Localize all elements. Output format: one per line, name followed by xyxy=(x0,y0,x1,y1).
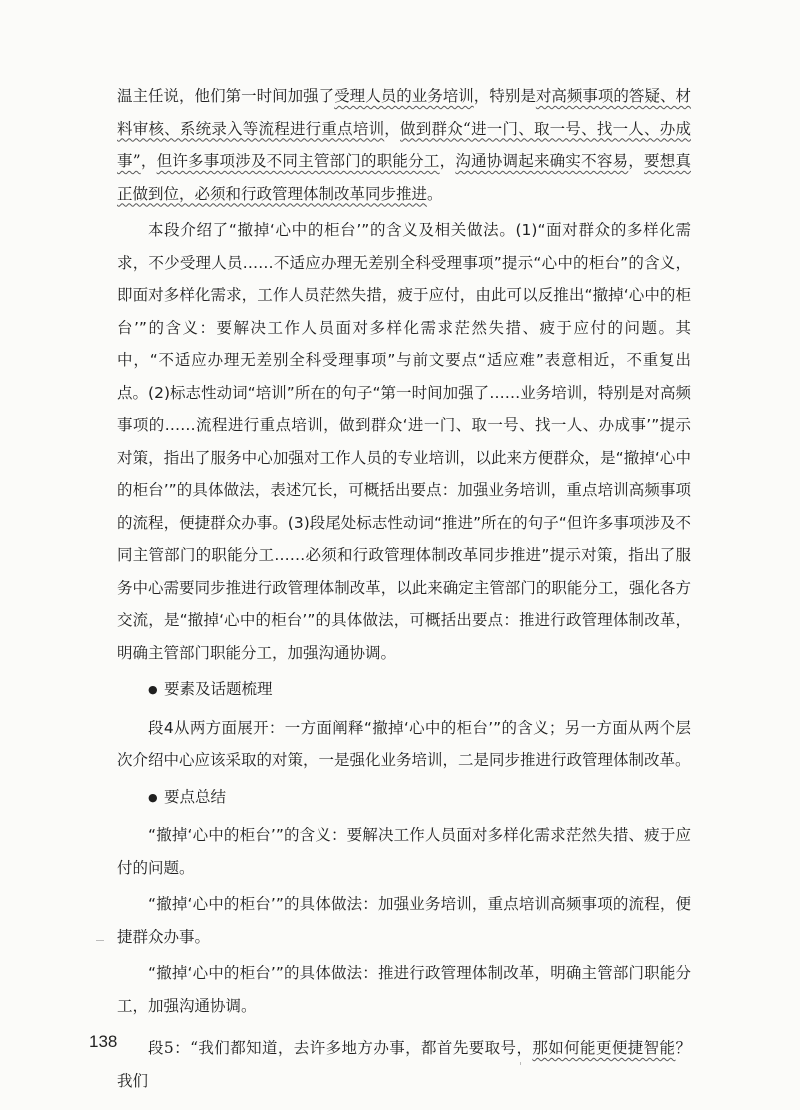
text-segment: ，特别是 xyxy=(473,87,536,105)
page-content xyxy=(117,80,691,1097)
quoted-paragraph xyxy=(117,80,691,210)
scan-mark xyxy=(520,1062,521,1065)
text-segment: ， xyxy=(384,119,401,138)
summary-point-1: “撤掉‘心中的柜台’”的含义：要解决工作人员面对多样化需求茫然失措、疲于应付的问题。 xyxy=(117,826,691,877)
text-segment: 。 xyxy=(427,184,443,203)
wavy-underlined-phrase: 但许多事项涉及不同主管部门的职能分工 xyxy=(156,152,440,170)
analysis-paragraph: 本段介绍了“撤掉‘心中的柜台’”的含义及相关做法。(1)“面对群众的多样化需求，不少受理人员……不适应办理无差别全科受理事项”提示“心中的柜台”的含义，即面对多样化需求，工作人员茫然失措，疲于应付，由此可以反推出“撤掉‘心中的柜台’”的含义：要解决工作人员面对多样化需求茫然失措、疲于应付的问题。其中，“不适应办理无差别全科受理事项”与前文要点“适应难”表意相近，不重复出点。(2)标志性动词“培训”所在的句子“第一时间加强了……业务培训，特别是对高频事项的……流程进行重点培训，做到群众‘进一门、取一号、找一人、办成事’”提示对策，指出了服务中心加强对工作人员的专业培训，以此来方便群众，是“撤掉‘心中的柜台’”的具体做法，表述冗长，可概括出要点：加强业务培训，重点培训高频事项的流程，便捷群众办事。(3)段尾处标志性动词“推进”所在的句子“但许多事项涉及不同主管部门的职能分工……必须和行政管理体制改革同步推进”提示对策，指出了服务中心需要同步推进行政管理体制改革，以此来确定主管部门的职能分工，强化各方交流，是“撤掉‘心中的柜台’”的具体做法，可概括出要点：推进行政管理体制改革，明确主管部门职能分工，加强沟通协调。 xyxy=(117,221,691,662)
heading-text: 要点总结 xyxy=(164,787,227,806)
wavy-underlined-phrase: 那如何能更便捷智能 xyxy=(532,1039,676,1057)
wavy-underlined-phrase: 做到群众“进一门、取一号、找一人、办成事” xyxy=(117,119,691,170)
section-heading-summary xyxy=(117,781,691,816)
summary-point-2: “撤掉‘心中的柜台’”的具体做法：加强业务培训，重点培训高频事项的流程，便捷群众办事。 xyxy=(117,895,691,946)
text-segment: ？我们 xyxy=(117,1039,691,1090)
wavy-underlined-phrase: 对高频事项的答疑、材料审核、系统录入等流程进行重点培训 xyxy=(117,87,691,138)
text-segment: 段5：“我们都知道，去许多地方办事，都首先要取号， xyxy=(148,1039,533,1057)
summary-point-3: “撤掉‘心中的柜台’”的具体做法：推进行政管理体制改革，明确主管部门职能分工，加强沟通协调。 xyxy=(117,964,691,1015)
scan-mark xyxy=(96,940,104,941)
page-number: 138 xyxy=(89,1032,118,1051)
bullet-icon: ● xyxy=(148,683,158,696)
bullet-icon: ● xyxy=(148,790,158,804)
wavy-underlined-phrase: 受理人员的业务培训 xyxy=(334,87,474,105)
text-segment: ， xyxy=(439,152,456,170)
text-segment: ， xyxy=(628,152,645,170)
wavy-underlined-phrase: 沟通协调起来确实不容易 xyxy=(455,152,629,170)
heading-text: 要素及话题梳理 xyxy=(164,680,273,698)
section-heading-elements xyxy=(117,673,691,708)
quoted-paragraph-5 xyxy=(117,1032,691,1097)
text-segment: ， xyxy=(140,152,157,170)
text-segment: 温主任说，他们第一时间加强了 xyxy=(117,87,335,105)
wavy-underlined-phrase: 要想真正做到位，必须和行政管理体制改革同步推进 xyxy=(117,152,691,203)
elements-paragraph: 段4从两方面展开：一方面阐释“撤掉‘心中的柜台’”的含义；另一方面从两个层次介绍中心应该采取的对策，一是强化业务培训，二是同步推进行政管理体制改革。 xyxy=(117,718,691,769)
